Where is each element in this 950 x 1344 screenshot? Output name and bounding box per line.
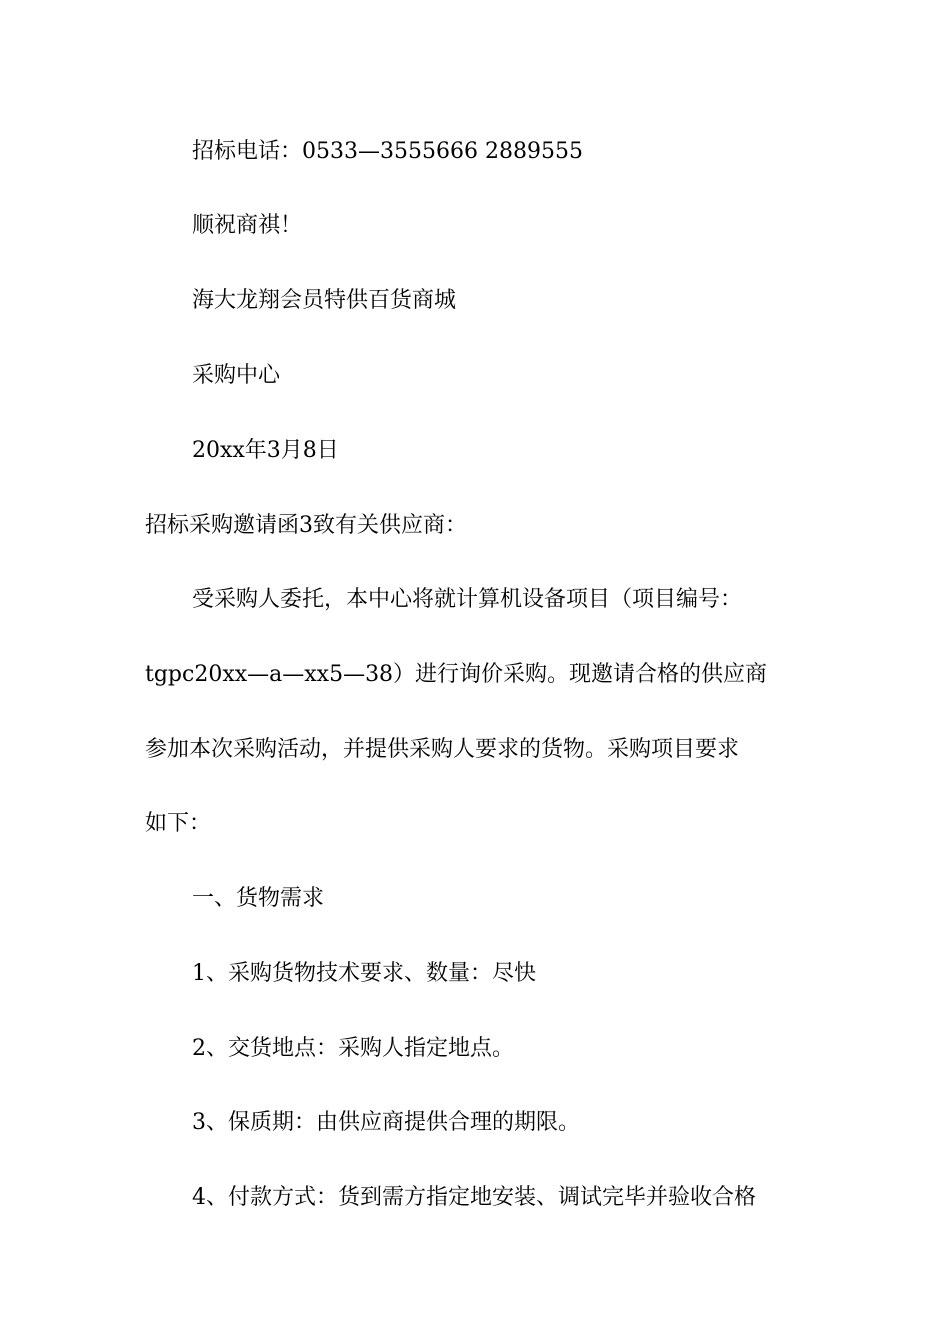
tender-phone-line: 招标电话：0533—3555666 2889555	[192, 139, 583, 164]
paragraph-line-3: 参加本次采购活动，并提供采购人要求的货物。采购项目要求	[145, 737, 740, 762]
paragraph-line-2: tgpc20xx—a—xx5—38）进行询价采购。现邀请合格的供应商	[145, 662, 768, 687]
signature-organization: 海大龙翔会员特供百货商城	[192, 288, 457, 313]
paragraph-line-1: 受采购人委托，本中心将就计算机设备项目（项目编号：	[192, 587, 743, 612]
list-item-1: 1、采购货物技术要求、数量：尽快	[192, 961, 536, 986]
paragraph-line-4: 如下：	[145, 811, 212, 836]
list-item-2: 2、交货地点：采购人指定地点。	[192, 1036, 514, 1061]
closing-greeting: 顺祝商祺！	[192, 213, 303, 238]
signature-date: 20xx年3月8日	[192, 438, 339, 463]
list-item-3: 3、保质期：由供应商提供合理的期限。	[192, 1110, 580, 1135]
section-heading-goods: 一、货物需求	[192, 886, 325, 911]
signature-department: 采购中心	[192, 363, 281, 388]
letter-heading: 招标采购邀请函3致有关供应商：	[145, 513, 467, 538]
list-item-4: 4、付款方式：货到需方指定地安装、调试完毕并验收合格	[192, 1185, 756, 1210]
